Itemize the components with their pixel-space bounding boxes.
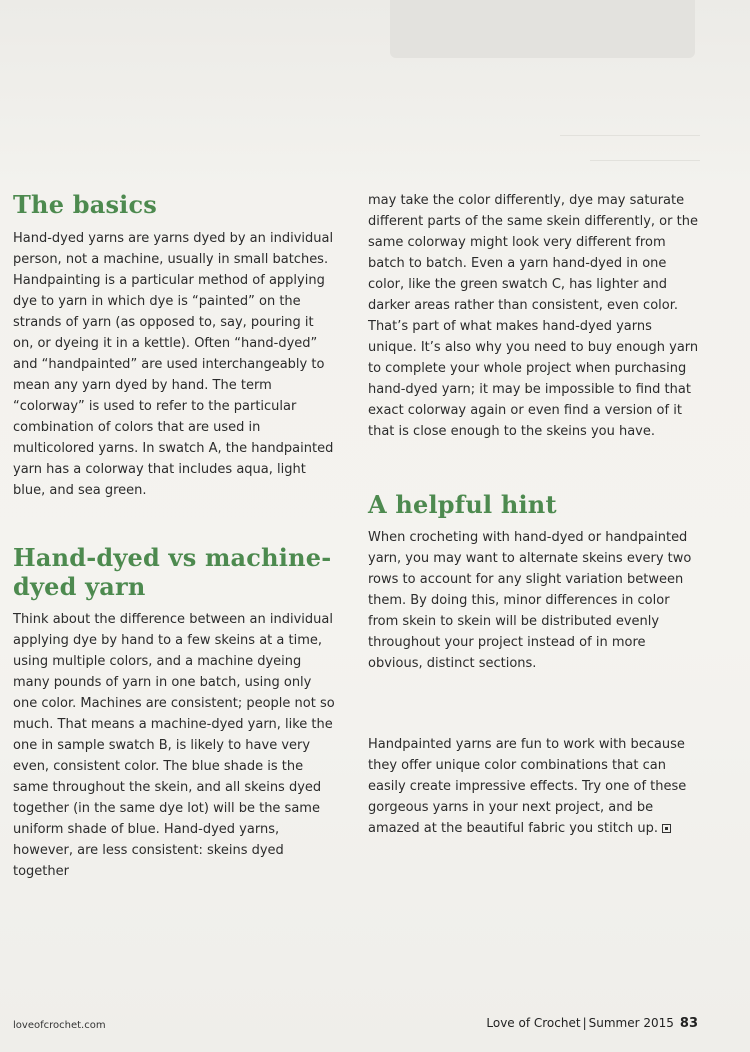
show-through-line: [560, 135, 700, 136]
right-column: [368, 190, 701, 839]
show-through-line: [590, 160, 700, 161]
hand-dyed-paragraph: Think about the difference between an individual applying dye by hand to a few skeins at a time, using multiple colors, and a machine dyeing many pounds of yarn in one batch, using only one color. Machines are consistent; people not so much. That means a machine-dyed yarn, like the one in sample swatch B, is likely to have very even, consistent color. The blue shade is the same throughout the skein, and all skeins dyed together (in the same dye lot) will be the same uniform shade of blue. Hand-dyed yarns, however, are less consistent: skeins dyed together: [13, 612, 335, 879]
footer-website: loveofcrochet.com: [13, 1020, 106, 1031]
closing-text: Handpainted yarns are fun to work with because they offer unique color combinations that can easily create impressive effects. Try one of these gorgeous yarns in your next project, and be amazed at the beautiful fabric you stitch up.: [368, 737, 687, 836]
show-through-banner: [390, 0, 695, 58]
section-heading-basics: The basics: [13, 190, 158, 219]
footer-separator: |: [582, 1016, 587, 1030]
helpful-hint-paragraph: When crocheting with hand-dyed or handpainted yarn, you may want to alternate skeins every two rows to account for any slight variation between them. By doing this, minor differences in color from skein to skein will be distributed evenly throughout your project instead of in more obvious, distinct sections.: [368, 530, 692, 671]
footer-issue-info: [486, 1016, 698, 1031]
left-column: [13, 190, 335, 882]
end-of-article-square-icon: [662, 824, 671, 833]
footer-issue: Summer 2015: [588, 1016, 674, 1030]
footer-magazine-name: Love of Crochet: [486, 1016, 581, 1030]
basics-paragraph: Hand-dyed yarns are yarns dyed by an individual person, not a machine, usually in small batches. Handpainting is a particular method of applying dye to yarn in which dye is “painted” on the strands of yarn (as opposed to, say, pouring it on, or dyeing it in a kettle). Often “hand-dyed” and “handpainted” are used interchangeably to mean any yarn dyed by hand. The term “colorway” is used to refer to the particular combination of colors that are used in multicolored yarns. In swatch A, the handpainted yarn has a colorway that includes aqua, light blue, and sea green.: [13, 231, 334, 498]
footer-page-number: 83: [679, 1016, 698, 1031]
hand-dyed-paragraph-continued: may take the color differently, dye may saturate different parts of the same skein differently, or the same colorway might look very different from batch to batch. Even a yarn hand-dyed in one color, like the green swatch C, has lighter and darker areas rather than consistent, even color. That’s part of what makes hand-dyed yarns unique. It’s also why you need to buy enough yarn to complete your whole project when purchasing hand-dyed yarn; it may be impossible to find that exact colorway again or even find a version of it that is close enough to the skeins you have.: [368, 193, 699, 439]
section-heading-hand-dyed-vs-machine: Hand-dyed vs machine-dyed yarn: [13, 543, 332, 601]
closing-paragraph: [368, 734, 701, 839]
section-heading-helpful-hint: A helpful hint: [368, 490, 557, 519]
